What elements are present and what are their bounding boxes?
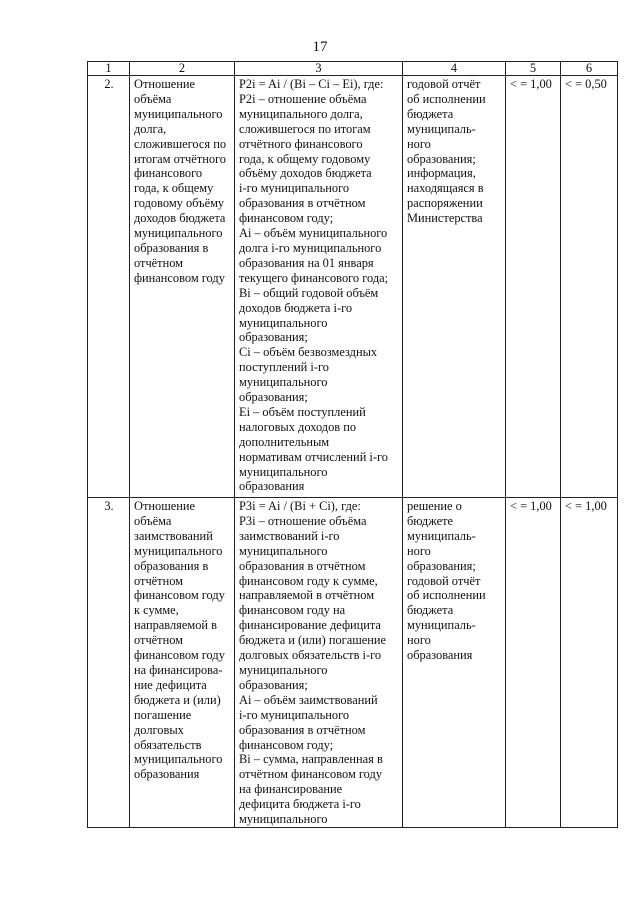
indicator-name: Отношение объёма муниципального долга, сложившегося по итогам отчётного финансового года, к общему годовому объёму доходов бюджета муниципального образования в отчётном финансовом году [130,76,235,498]
threshold-col6: < = 1,00 [561,498,618,828]
data-source: годовой отчёт об исполнении бюджета муниципаль- ного образования; информация, находящаяся в распоряжении Министерства [403,76,506,498]
page-number: 17 [312,39,328,55]
indicator-name: Отношение объёма заимствований муниципального образования в отчётном финансовом году к сумме, направляемой в отчётном финансовом году на финансирова- ние дефицита бюджета и (или) погашение долговых обязательств муниципального образования [130,498,235,828]
data-source: решение о бюджете муниципаль- ного образования; годовой отчёт об исполнении бюджета муниципаль- ного образования [403,498,506,828]
column-header-4: 4 [403,62,506,76]
row-number: 3. [88,498,130,828]
table-row [88,76,618,498]
indicator-formula: P3i = Ai / (Bi + Ci), где: P3i – отношение объёма заимствований i-го муниципального образования в отчётном финансовом году к сумме, направляемой в отчётном финансовом году на финансирование дефицита бюджета и (или) погашение долговых обязательств i-го муниципального образования; Ai – объём заимствований i-го муниципального образования в отчётном финансовом году; Bi – сумма, направленная в отчётном финансовом году на финансирование дефицита бюджета i-го муниципального [235,498,403,828]
indicator-formula: P2i = Ai / (Bi – Ci – Ei), где: P2i – отношение объёма муниципального долга, сложившегося по итогам отчётного финансового года, к общему годовому объёму доходов бюджета i-го муниципального образования в отчётном финансовом году; Ai – объём муниципального долга i-го муниципального образования на 01 января текущего финансового года; Bi – общий годовой объём доходов бюджета i-го муниципального образования; Ci – объём безвозмездных поступлений i-го муниципального образования; Ei – объём поступлений налоговых доходов по дополнительным нормативам отчислений i-го муниципального образования [235,76,403,498]
column-header-5: 5 [506,62,561,76]
column-header-1: 1 [88,62,130,76]
criteria-table [87,61,618,828]
threshold-col5: < = 1,00 [506,76,561,498]
threshold-col6: < = 0,50 [561,76,618,498]
row-number: 2. [88,76,130,498]
column-header-2: 2 [130,62,235,76]
header-row [88,62,618,76]
table-row [88,498,618,828]
threshold-col5: < = 1,00 [506,498,561,828]
column-header-3: 3 [235,62,403,76]
column-header-6: 6 [561,62,618,76]
